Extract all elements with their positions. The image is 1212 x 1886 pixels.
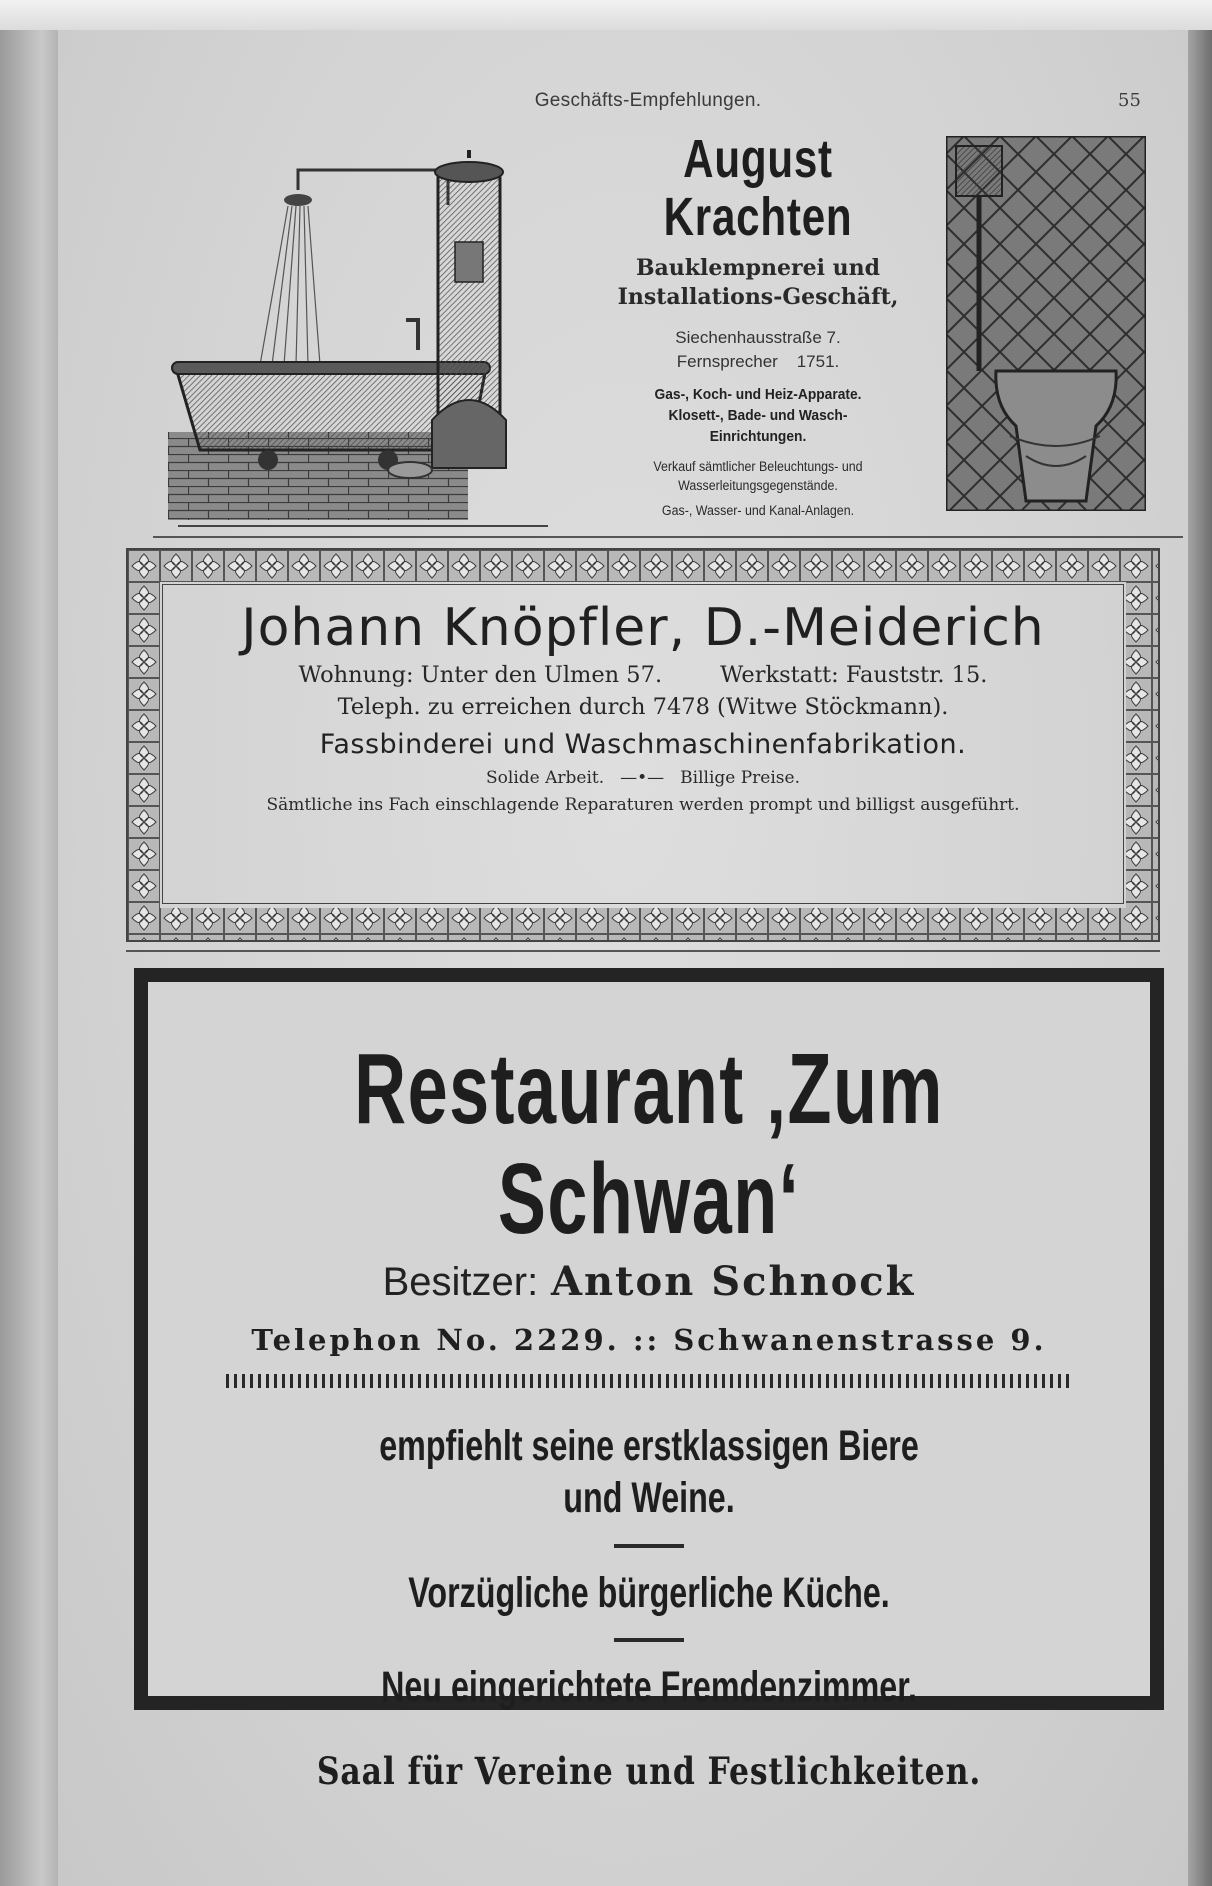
schwan-ad xyxy=(134,968,1164,1793)
schwan-hall: Saal für Vereine und Festlichkeiten. xyxy=(316,1749,982,1793)
owner-name: Anton Schnock xyxy=(550,1258,916,1305)
krachten-trade-line2: Installations-Geschäft, xyxy=(617,284,899,310)
separator-rule xyxy=(153,536,1183,538)
knoepfler-panel xyxy=(162,584,1124,904)
krachten-name: August Krachten xyxy=(663,129,853,247)
krachten-phone: Fernsprecher 1751. xyxy=(676,352,840,371)
knoepfler-repairs: Sämtliche ins Fach einschlagende Reparaturen werden prompt und billigst ausgeführt. xyxy=(266,795,1020,815)
krachten-goods-line3: Einrichtungen. xyxy=(709,428,807,445)
toilet-illustration xyxy=(946,136,1146,511)
krachten-trade-line1: Bauklempnerei und xyxy=(635,255,881,281)
knoepfler-home: Wohnung: Unter den Ulmen 57. xyxy=(298,662,663,688)
page-number: 55 xyxy=(1118,90,1141,111)
page-edge-left xyxy=(0,30,60,1886)
krachten-address xyxy=(578,326,938,374)
motto-left: Solide Arbeit. xyxy=(486,768,605,788)
owner-label: Besitzer: xyxy=(382,1260,539,1304)
krachten-plants: Gas-, Wasser- und Kanal-Anlagen. xyxy=(661,503,855,518)
knoepfler-name: Johann Knöpfler, D.-Meiderich xyxy=(241,598,1045,658)
krachten-goods-line2: Klosett-, Bade- und Wasch- xyxy=(668,407,848,424)
schwan-kitchen: Vorzügliche bürgerliche Küche. xyxy=(408,1569,890,1617)
short-divider xyxy=(614,1638,684,1642)
krachten-sales xyxy=(592,457,923,495)
separator-rule xyxy=(126,950,1160,952)
bathtub-boiler-illustration xyxy=(148,150,558,535)
drinks-line1: empfiehlt seine erstklassigen Biere xyxy=(379,1422,919,1470)
krachten-trade xyxy=(578,254,938,312)
krachten-sales-line1: Verkauf sämtlicher Beleuchtungs- und xyxy=(653,459,863,474)
motto-right: Billige Preise. xyxy=(680,768,800,788)
motto-separator: —•— xyxy=(620,768,665,788)
knoepfler-phone: Teleph. zu erreichen durch 7478 (Witwe Stöckmann). xyxy=(337,694,949,720)
knoepfler-ad xyxy=(126,548,1160,942)
schwan-owner xyxy=(148,1258,1150,1306)
document-page xyxy=(58,30,1188,1886)
krachten-street: Siechenhausstraße 7. xyxy=(675,328,841,347)
schwan-contact: Telephon No. 2229. :: Schwanenstrasse 9. xyxy=(251,1323,1047,1357)
krachten-ad xyxy=(578,130,938,520)
krachten-goods xyxy=(592,384,923,447)
knoepfler-addresses xyxy=(163,659,1123,691)
krachten-sales-line2: Wasserleitungsgegenstände. xyxy=(678,478,838,493)
short-divider xyxy=(614,1544,684,1548)
running-header: Geschäfts-Empfehlungen. xyxy=(534,90,762,111)
dotted-rule xyxy=(224,1372,1074,1390)
schwan-title: Restaurant ‚Zum Schwan‘ xyxy=(354,1033,944,1255)
knoepfler-trade: Fassbinderei und Waschmaschinenfabrikation. xyxy=(319,729,967,760)
schwan-drinks xyxy=(273,1420,1025,1524)
schwan-rooms: Neu eingerichtete Fremdenzimmer. xyxy=(381,1663,917,1711)
scanner-edge xyxy=(0,0,1212,30)
krachten-goods-line1: Gas-, Koch- und Heiz-Apparate. xyxy=(654,386,862,403)
drinks-line2: und Weine. xyxy=(563,1474,735,1522)
knoepfler-motto xyxy=(163,765,1123,791)
knoepfler-workshop: Werkstatt: Fauststr. 15. xyxy=(720,662,988,688)
